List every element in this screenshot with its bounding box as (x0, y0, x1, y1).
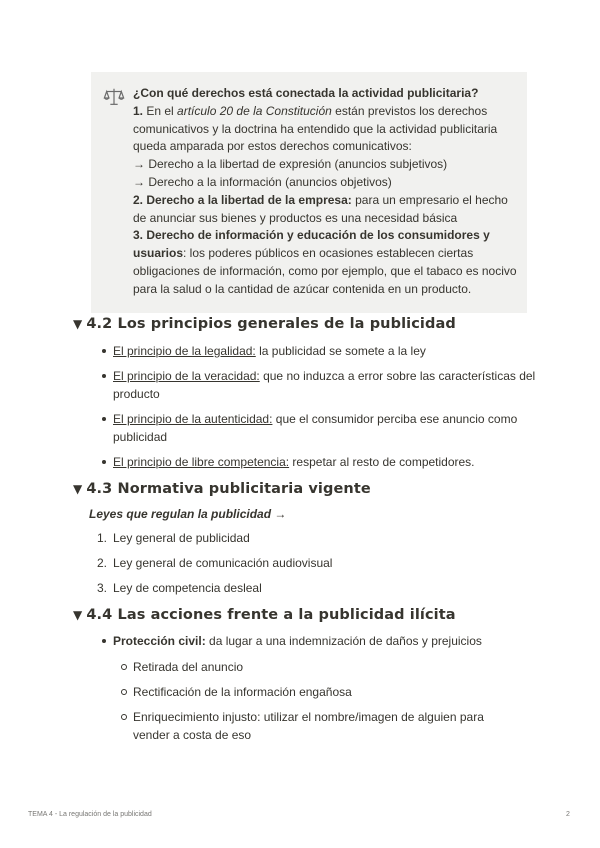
principle-text: respetar al resto de competidores. (289, 455, 475, 469)
callout-p1-number: 1. (133, 103, 144, 118)
callout-p1-pre: En el (143, 103, 178, 118)
callout-arrow-2: → Derecho a la información (anuncios objetivos) (133, 174, 392, 189)
list-item (97, 410, 537, 446)
action-label: Protección civil: (113, 634, 206, 648)
callout-box (91, 72, 527, 313)
principle-label: El principio de la autenticidad: (113, 412, 273, 426)
callout-p2-label: 2. Derecho a la libertad de la empresa: (133, 192, 352, 207)
subitem-text: Retirada del anuncio (133, 660, 244, 674)
subitem-text: Rectificación de la información engañosa (133, 685, 352, 699)
list-item (97, 632, 537, 650)
principles-list (97, 342, 537, 478)
principle-label: El principio de libre competencia: (113, 455, 290, 469)
list-item (117, 658, 497, 676)
subitem-text: Enriquecimiento injusto: utilizar el nombre/imagen de alguien para vender a costa de eso (133, 710, 484, 742)
toggle-triangle-icon[interactable]: ▼ (73, 608, 83, 622)
list-item (117, 683, 497, 701)
callout-text (133, 85, 523, 299)
law-text: Ley de competencia desleal (113, 581, 262, 595)
list-item (97, 453, 537, 471)
principle-label: El principio de la veracidad: (113, 369, 260, 383)
scales-icon (103, 86, 125, 108)
actions-list (97, 632, 537, 657)
list-item (97, 579, 537, 597)
toggle-triangle-icon[interactable]: ▼ (73, 482, 83, 496)
list-item (97, 367, 537, 403)
principle-label: El principio de la legalidad: (113, 344, 256, 358)
principle-text: la publicidad se somete a la ley (255, 344, 426, 358)
callout-arrow-1: → Derecho a la libertad de expresión (anuncios subjetivos) (133, 157, 448, 172)
callout-p2-text: para un empresario el hecho de anunciar sus bienes y productos es una necesidad básica (133, 192, 508, 225)
list-item (97, 342, 537, 360)
list-item (97, 529, 537, 547)
heading-section-4-3[interactable]: ▼ 4.3 Normativa publicitaria vigente (73, 481, 371, 497)
heading-section-4-4[interactable]: ▼ 4.4 Las acciones frente a la publicidad ilícita (73, 607, 456, 623)
callout-p3-text: : los poderes públicos en ocasiones establecen ciertas obligaciones de información, como por ejemplo, que el tabaco es nocivo para la salud o la cantidad de azúcar contenida en un producto. (133, 246, 517, 296)
list-item (97, 554, 537, 572)
callout-p1-italic: artículo 20 de la Constitución (177, 103, 332, 118)
list-number: 3. (97, 581, 108, 595)
callout-p3-label: 3. Derecho de información y educación de los consumidores y usuarios (133, 228, 490, 261)
principle-text: que el consumidor perciba ese anuncio como publicidad (113, 412, 518, 444)
actions-sublist (117, 658, 497, 751)
laws-subheading: Leyes que regulan la publicidad → (89, 507, 287, 521)
action-text: da lugar a una indemnización de daños y prejuicios (205, 634, 482, 648)
laws-list (97, 529, 537, 604)
list-number: 1. (97, 531, 108, 545)
list-item (117, 708, 497, 744)
heading-section-4-2[interactable]: ▼ 4.2 Los principios generales de la publicidad (73, 316, 456, 332)
list-number: 2. (97, 556, 108, 570)
law-text: Ley general de publicidad (113, 531, 250, 545)
toggle-triangle-icon[interactable]: ▼ (73, 317, 83, 331)
page-number: 2 (566, 811, 570, 818)
principle-text: que no induzca a error sobre las características del producto (113, 369, 536, 401)
footer-title: TEMA 4 - La regulación de la publicidad (28, 811, 152, 818)
callout-question: ¿Con qué derechos está conectada la actividad publicitaria? (133, 86, 479, 100)
law-text: Ley general de comunicación audiovisual (113, 556, 333, 570)
callout-p1-post: están previstos los derechos comunicativos y la doctrina ha entendido que la actividad publicitaria queda amparada por estos derechos comunicativos: (133, 103, 498, 154)
